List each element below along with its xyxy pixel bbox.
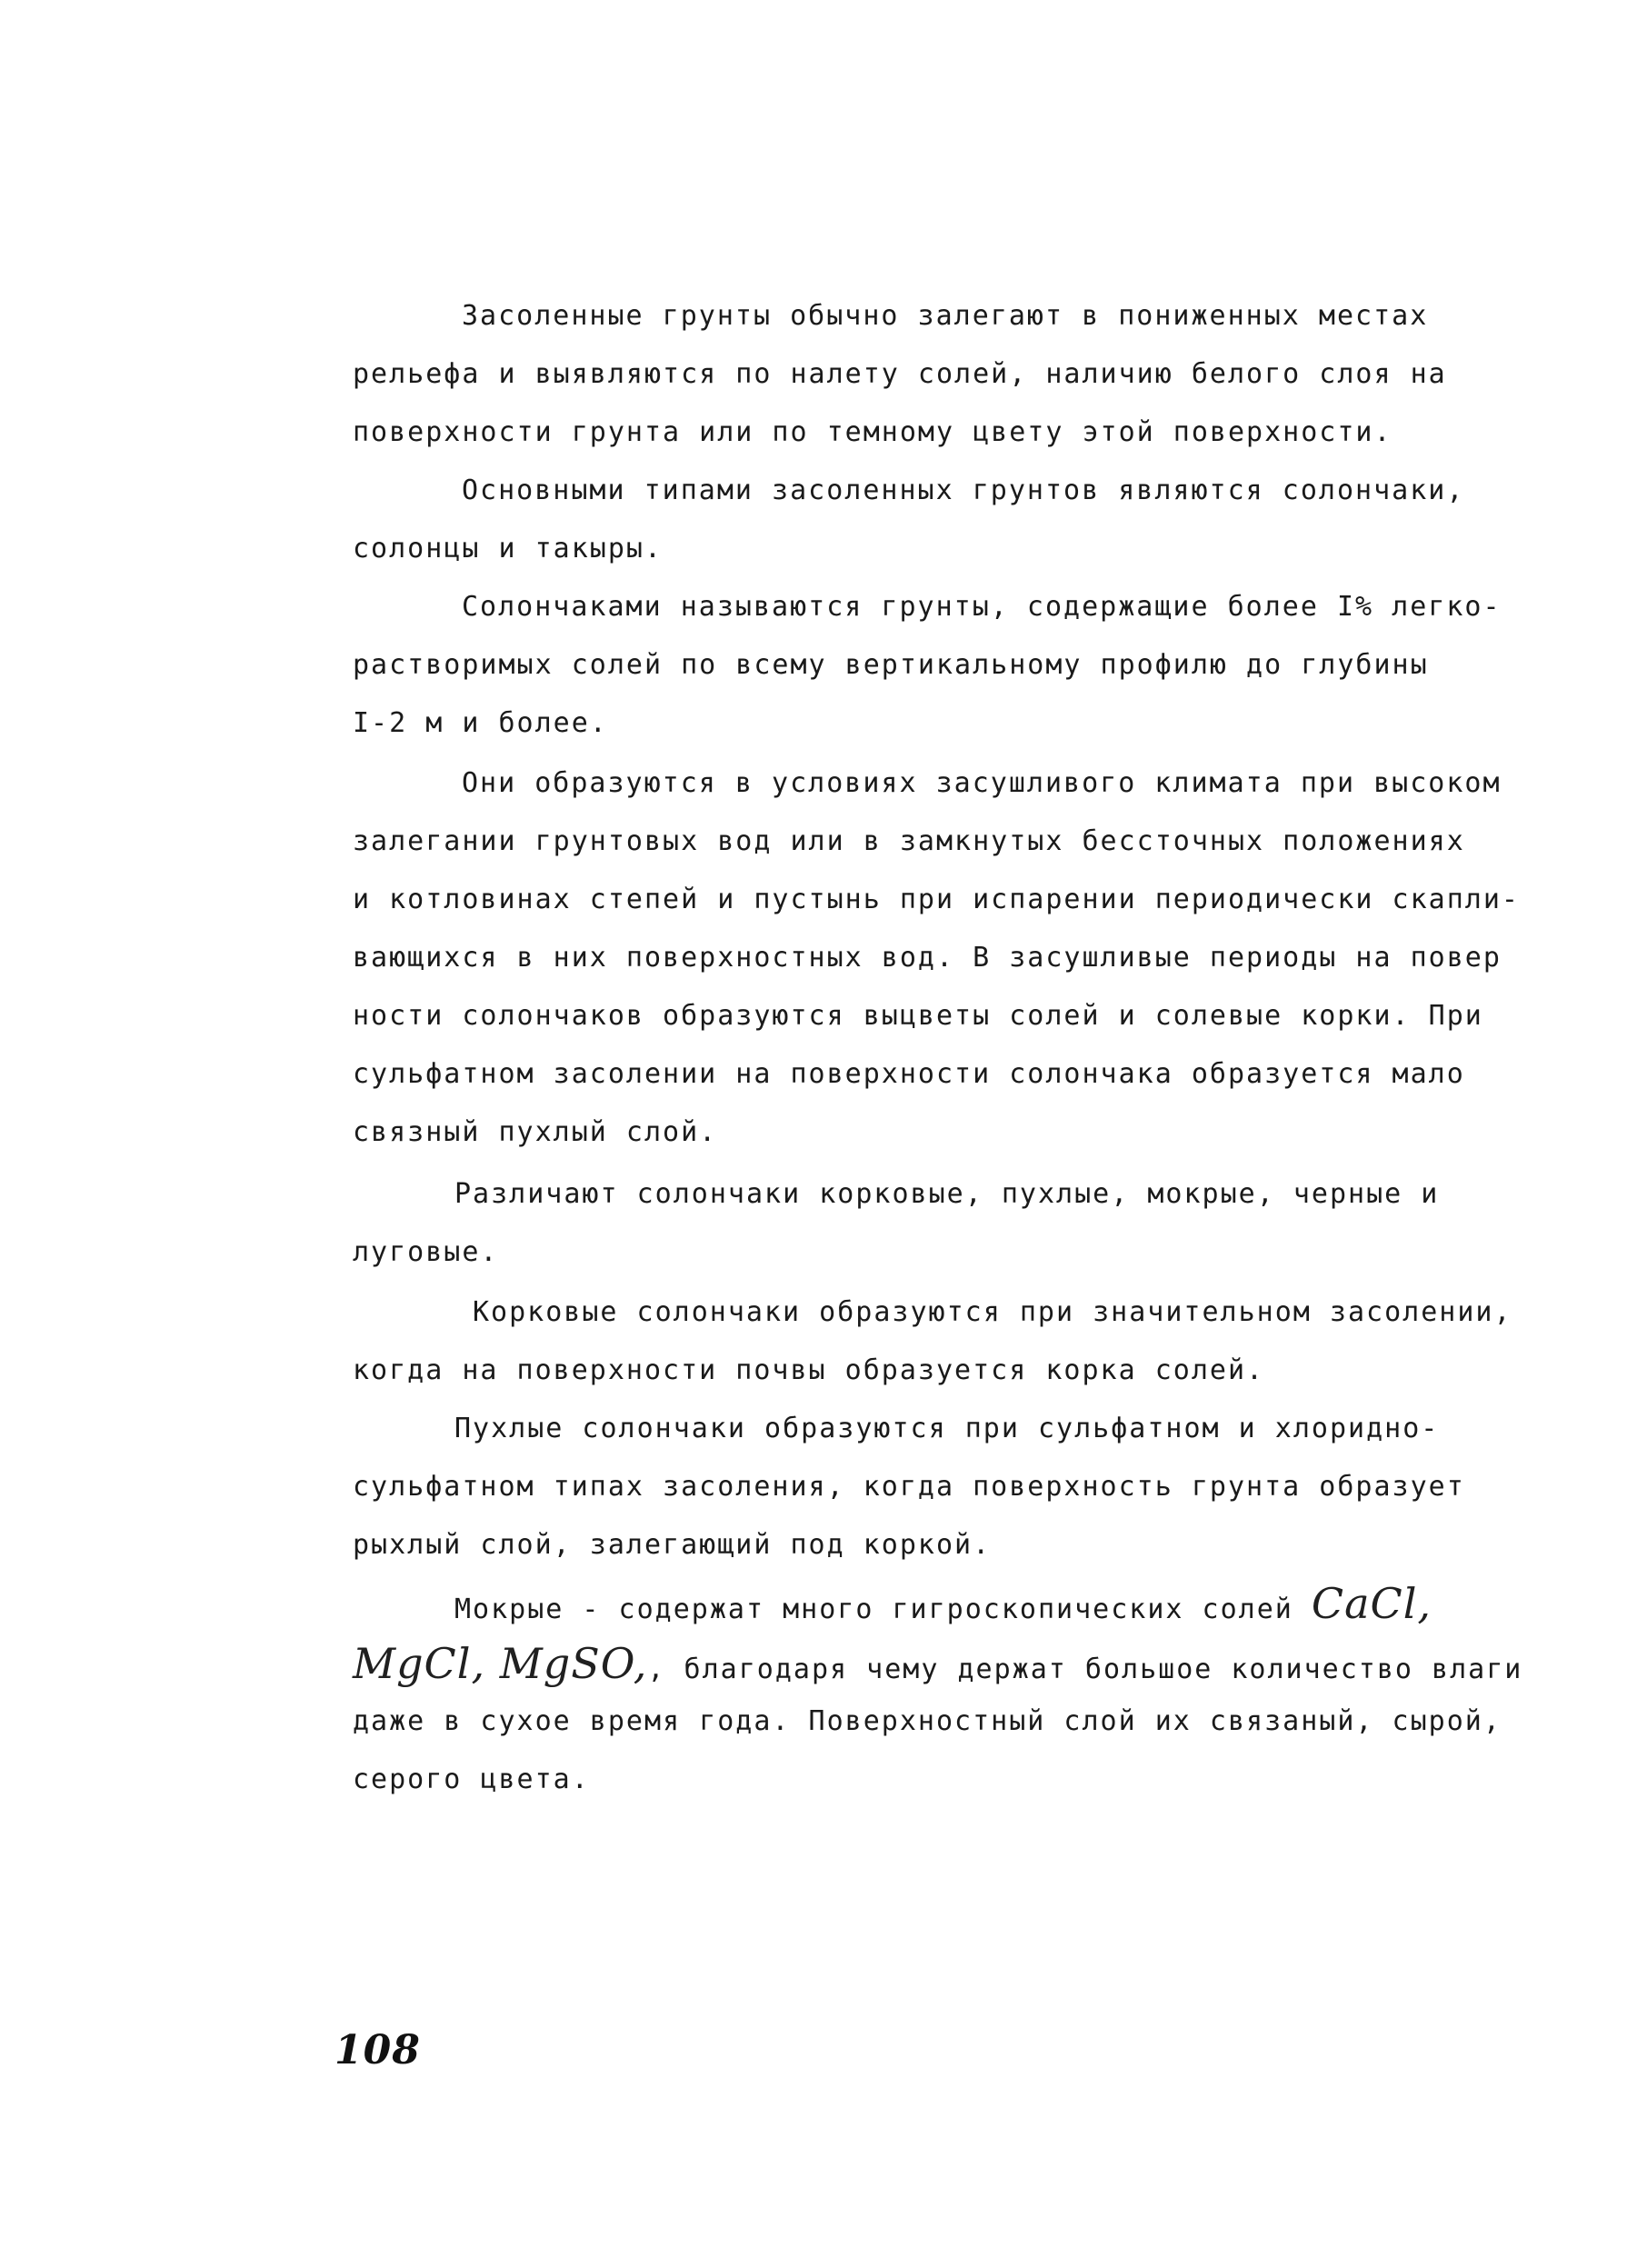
text-line: и котловинах степей и пустынь при испарении периодически скапли- [353,884,1520,915]
text-line: Солончаками называются грунты, содержащие более I% легко- [462,591,1502,623]
text-line: вающихся в них поверхностных вод. В засушливые периоды на повер [353,942,1502,974]
text-line: солонцы и такыры. [353,533,664,565]
text-line [353,1639,1523,1688]
text-line: сульфатном засолении на поверхности солончака образуется мало [353,1058,1465,1090]
text-line: серого цвета. [353,1763,590,1795]
text-line: рыхлый слой, залегающий под коркой. [353,1529,992,1561]
text-line [454,1579,1432,1628]
text-line: Различают солончаки корковые, пухлые, мокрые, черные и [454,1178,1440,1210]
handwritten-formula: MgCl, MgSO, [353,1639,648,1688]
text-line: Пухлые солончаки образуются при сульфатном и хлоридно- [454,1413,1440,1444]
text-segment: , благодаря чему держат большое количество влаги [647,1654,1523,1685]
text-line: связный пухлый слой. [353,1116,718,1148]
text-line: даже в сухое время года. Поверхностный слой их связаный, сырой, [353,1705,1502,1737]
text-line: ности солончаков образуются выцветы солей и солевые корки. При [353,1000,1483,1032]
text-line: поверхности грунта или по темному цвету этой поверхности. [353,416,1392,448]
page-number: 108 [334,2027,421,2073]
text-line: сульфатном типах засоления, когда поверхность грунта образует [353,1471,1465,1503]
text-line: залегании грунтовых вод или в замкнутых бессточных положениях [353,825,1465,857]
handwritten-formula: CaCl, [1311,1579,1432,1628]
text-segment: Мокрые - содержат много гигроскопических солей [454,1594,1293,1625]
text-line: рельефа и выявляются по налету солей, наличию белого слоя на [353,358,1447,390]
text-line: Они образуются в условиях засушливого климата при высоком [462,767,1502,799]
text-line: I-2 м и более. [353,707,608,739]
text-line: растворимых солей по всему вертикальному профилю до глубины [353,649,1429,681]
text-line: Корковые солончаки образуются при значительном засолении, [473,1296,1512,1328]
text-line: Основными типами засоленных грунтов являются солончаки, [462,475,1465,506]
text-line: луговые. [353,1236,499,1268]
text-line: Засоленные грунты обычно залегают в пониженных местах [462,300,1429,332]
text-line: когда на поверхности почвы образуется корка солей. [353,1354,1265,1386]
